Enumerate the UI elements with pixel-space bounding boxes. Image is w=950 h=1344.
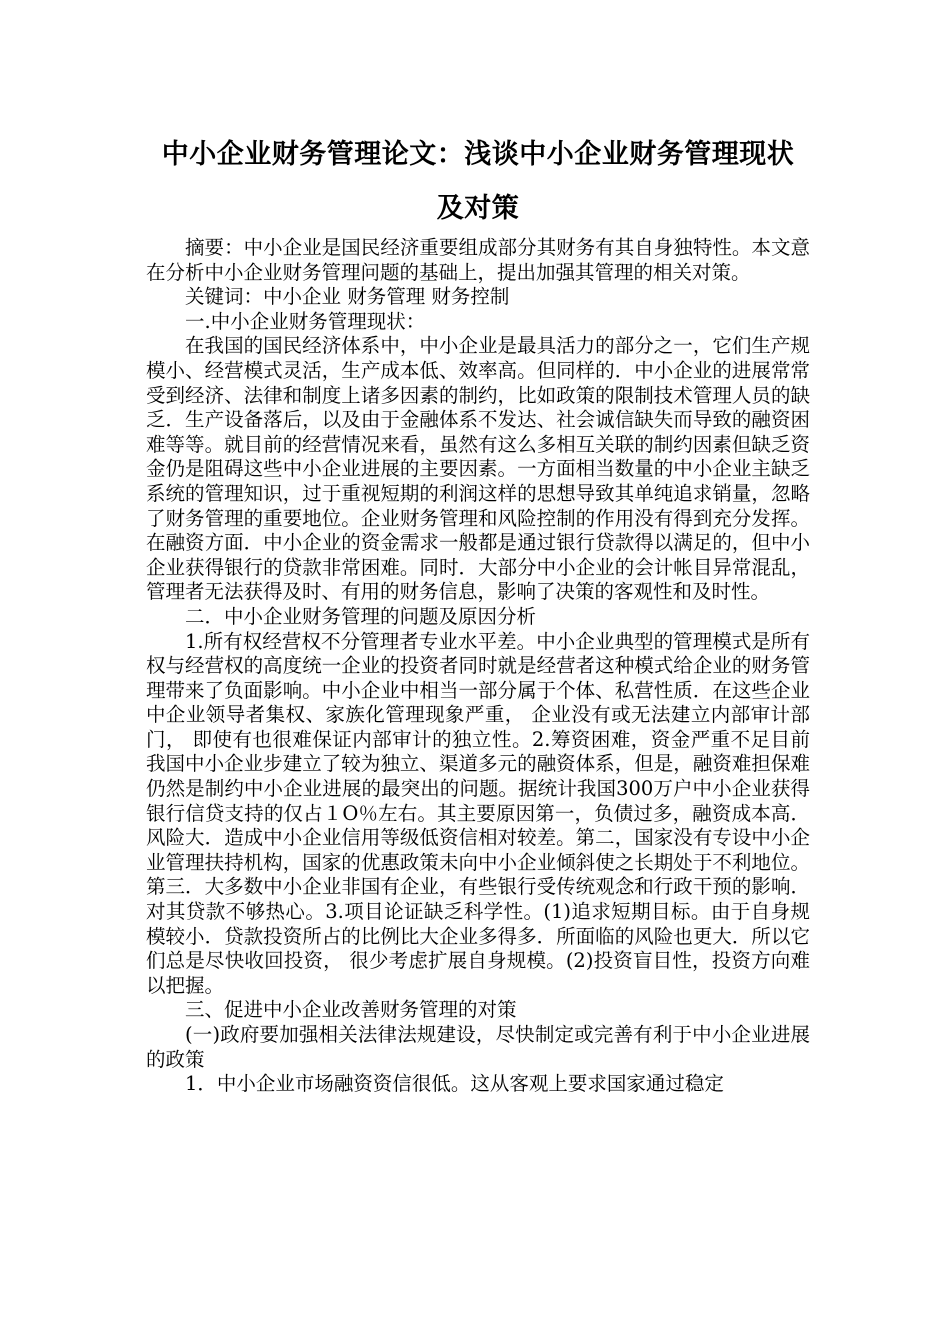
section-1-heading: 一.中小企业财务管理现状： <box>185 309 426 333</box>
document-title <box>146 128 810 236</box>
section-1-body: 在我国的国民经济体系中，中小企业是最具活力的部分之一，它们生产规模小、经营模式灵活，生产成本低、效率高。但同样的．中小企业的进展常常受到经济、法律和制度上诸多因素的制约，比如政策的限制技术管理人员的缺乏．生产设备落后，以及由于金融体系不发达、社会诚信缺失而导致的融资困难等等。就目前的经营情况来看，虽然有这么多相互关联的制约因素但缺乏资金仍是阻碍这些中小企业进展的主要因素。一方面相当数量的中小企业主缺乏系统的管理知识，过于重视短期的利润这样的思想导致其单纯追求销量，忽略了财务管理的重要地位。企业财务管理和风险控制的作用没有得到充分发挥。在融资方面．中小企业的资金需求一般都是通过银行贷款得以满足的，但中小企业获得银行的贷款非常困难。同时．大部分中小企业的会计帐目异常混乱，管理者无法获得及时、有用的财务信息，影响了决策的客观性和及时性。 <box>146 334 810 604</box>
section-2-heading: 二．中小企业财务管理的问题及原因分析 <box>185 604 537 628</box>
section-3-heading: 三、促进中小企业改善财务管理的对策 <box>185 998 517 1022</box>
subsection-1-body: 1．中小企业市场融资资信很低。这从客观上要求国家通过稳定 <box>185 1072 724 1096</box>
abstract-paragraph: 摘要：中小企业是国民经济重要组成部分其财务有其自身独特性。本文意在分析中小企业财务管理问题的基础上，提出加强其管理的相关对策。 <box>146 236 810 284</box>
section-2-body: 1.所有权经营权不分管理者专业水平差。中小企业典型的管理模式是所有权与经营权的高度统一企业的投资者同时就是经营者这种模式给企业的财务管理带来了负面影响。中小企业中相当一部分属于个体、私营性质．在这些企业中企业领导者集权、家族化管理现象严重， 企业没有或无法建立内部审计部门， 即使有也很难保证内部审计的独立性。2.筹资困难，资金严重不足目前我国中小企业步建立了较为独立、渠道多元的融资体系，但是，融资难担保难仍然是制约中小企业进展的最突出的问题。据统计我国300万户中小企业获得银行信贷支持的仅占１O％左右。其主要原因第一，负债过多，融资成本高．风险大．造成中小企业信用等级低资信相对较差。第二，国家没有专设中小企业管理扶持机构，国家的优惠政策未向中小企业倾斜使之长期处于不利地位。第三．大多数中小企业非国有企业，有些银行受传统观念和行政干预的影响．对其贷款不够热心。3.项目论证缺乏科学性。(1)追求短期目标。由于自身规模较小．贷款投资所占的比例比大企业多得多．所面临的风险也更大．所以它们总是尽快收回投资， 很少考虑扩展自身规模。(2)投资盲目性，投资方向难以把握。 <box>146 629 810 997</box>
title-line-1: 中小企业财务管理论文：浅谈中小企业财务管理现状 <box>161 139 795 170</box>
subsection-1-heading: (一)政府要加强相关法律法规建设，尽快制定或完善有利于中小企业进展的政策 <box>146 1023 810 1071</box>
title-line-2: 及对策 <box>436 193 520 224</box>
document-page <box>146 128 810 1097</box>
keywords-paragraph: 关键词：中小企业 财务管理 财务控制 <box>185 285 510 309</box>
